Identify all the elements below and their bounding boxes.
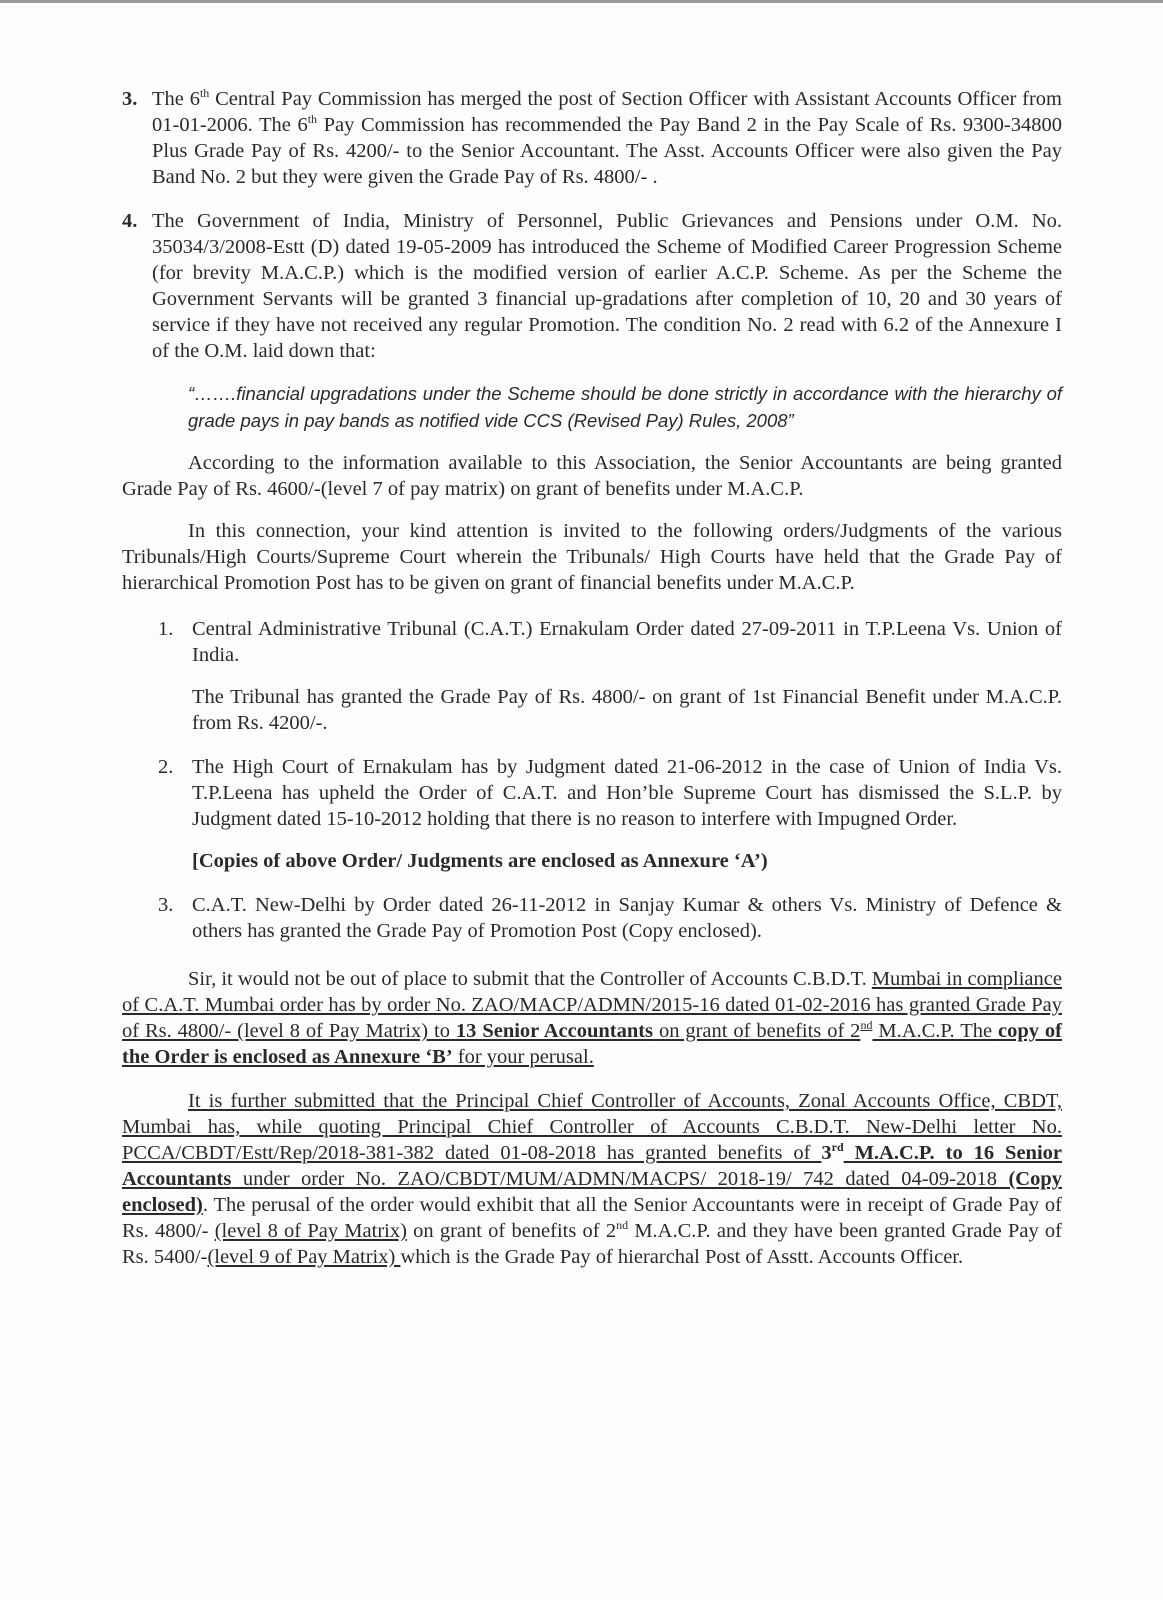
underlined-text: for your perusal. [452, 1046, 594, 1068]
paragraph-3 [122, 86, 1062, 190]
list-item-note-text: The Tribunal has granted the Grade Pay of Rs. 4800/- on grant of 1st Financial Benefit under M.A.C.P. from Rs. 4200/-. [192, 686, 1062, 734]
list-item [158, 616, 1062, 668]
list-item-number: 2. [158, 756, 174, 778]
paragraph-text: . The perusal of the order would exhibit that all the Senior Accountants were in receipt of Grade Pay of Rs. 4800/- [122, 1194, 1062, 1242]
superscript: th [307, 112, 318, 127]
list-item-number: 1. [158, 618, 174, 640]
underlined-text: Mumbai in compliance of C.A.T. Mumbai order has by order No. ZAO/MACP/ADMN/2015-16 dated 01-02-2016 has granted Grade Pay of Rs. 4800/- (level 8 of Pay Matrix) to [122, 968, 1062, 1042]
paragraph-4 [122, 208, 1062, 364]
superscript: rd [831, 1140, 844, 1155]
list-item-text: Central Administrative Tribunal (C.A.T.) Ernakulam Order dated 27-09-2011 in T.P.Leena Vs. Union of India. [192, 618, 1062, 666]
list-item-text: The High Court of Ernakulam has by Judgment dated 21-06-2012 in the case of Union of India Vs. T.P.Leena has upheld the Order of C.A.T. and Hon’ble Supreme Court has dismissed the S.L.P. by Judgment dated 15-10-2012 holding that there is no reason to interfere with Impugned Order. [192, 756, 1062, 830]
list-item-text: C.A.T. New-Delhi by Order dated 26-11-2012 in Sanjay Kumar & others Vs. Ministry of Defence & others has granted the Grade Pay of Promotion Post (Copy enclosed). [192, 894, 1062, 942]
superscript: nd [860, 1018, 873, 1033]
underlined-text: under order No. ZAO/CBDT/MUM/ADMN/MACPS/ 2018-19/ 742 dated 04-09-2018 [231, 1168, 1009, 1190]
paragraph-3-number: 3. [122, 88, 138, 110]
controller-of-accounts-paragraph [122, 966, 1062, 1070]
attention-paragraph: In this connection, your kind attention is invited to the following orders/Judgments of the various Tribunals/High Courts/Supreme Court wherein the Tribunals/ High Courts have held that the Grade Pay of hierarchical Promotion Post has to be given on grant of financial benefits under M.A.C.P. [122, 520, 1062, 594]
list-item-note [192, 684, 1062, 736]
paragraph-3-text: Central Pay Commission has merged the post of Section Officer with Assistant Accounts Officer from 01-01-2006. The 6 [152, 88, 1062, 136]
paragraph-4-text: The Government of India, Ministry of Personnel, Public Grievances and Pensions under O.M. No. 35034/3/2008-Estt (D) dated 19-05-2009 has introduced the Scheme of Modified Career Progression Scheme (for brevity M.A.C.P.) which is the modified version of earlier A.C.P. Scheme. As per the Scheme the Government Servants will be granted 3 financial up-gradations after completion of 10, 20 and 30 years of service if they have not received any regular Promotion. The condition No. 2 read with 6.2 of the Annexure I of the O.M. laid down that: [152, 210, 1062, 362]
list-item [158, 754, 1062, 832]
paragraph-text: M.A.C.P. and they have been granted Grade Pay of Rs. 5400/- [122, 1220, 1062, 1268]
paragraph-3-text: Pay Commission has recommended the Pay Band 2 in the Pay Scale of Rs. 9300-34800 Plus Grade Pay of Rs. 4200/- to the Senior Accountant. The Asst. Accounts Officer were also given the Pay Band No. 2 but they were given the Grade Pay of Rs. 4800/- . [152, 114, 1063, 188]
underlined-text: (level 9 of Pay Matrix) [207, 1246, 401, 1268]
quotation: “…….financial upgradations under the Scheme should be done strictly in accordance with the hierarchy of grade pays in pay bands as notified vide CCS (Revised Pay) Rules, 2008” [188, 383, 1062, 431]
list-item-number: 3. [158, 894, 174, 916]
document-page [122, 86, 1062, 1270]
page-top-edge [0, 0, 1163, 3]
paragraph-3-text: The 6 [152, 88, 200, 110]
underlined-text: It is further submitted that the Principal Chief Controller of Accounts, Zonal Accounts Office, CBDT, Mumbai has, while quoting Principal Chief Controller of Accounts C.B.D.T. New-Delhi letter No. PCCA/CBDT/Estt/Rep/2018-381-382 dated 01-08-2018 has granted benefits of [122, 1090, 1062, 1164]
paragraph-4-number: 4. [122, 210, 138, 232]
underlined-text: (level 8 of Pay Matrix) [214, 1220, 407, 1242]
superscript: nd [616, 1218, 629, 1233]
underlined-text: M.A.C.P. The [872, 1020, 999, 1042]
paragraph-text: on grant of benefits of 2 [406, 1220, 617, 1242]
further-submission-paragraph [122, 1088, 1062, 1270]
information-paragraph: According to the information available to this Association, the Senior Accountants are being granted Grade Pay of Rs. 4600/-(level 7 of pay matrix) on grant of benefits under M.A.C.P. [122, 452, 1062, 500]
bold-underlined-text: 13 Senior Accountants [455, 1020, 654, 1042]
bold-underlined-text: M.A.C.P. to 16 Senior Accountants [122, 1142, 1062, 1190]
bold-text: 3 [821, 1142, 832, 1164]
bold-underlined-text: (Copy enclosed) [122, 1168, 1062, 1216]
list-item [158, 892, 1062, 944]
underlined-text: on grant of benefits of 2 [653, 1020, 861, 1042]
bold-underlined-text: copy of the Order is enclosed as Annexure ‘B’ [122, 1020, 1063, 1068]
paragraph-text: Sir, it would not be out of place to submit that the Controller of Accounts C.B.D.T. [188, 968, 872, 990]
annexure-a-note: [Copies of above Order/ Judgments are enclosed as Annexure ‘A’) [192, 850, 768, 872]
superscript: th [199, 86, 210, 101]
paragraph-text: which is the Grade Pay of hierarchal Post of Asstt. Accounts Officer. [400, 1246, 964, 1268]
